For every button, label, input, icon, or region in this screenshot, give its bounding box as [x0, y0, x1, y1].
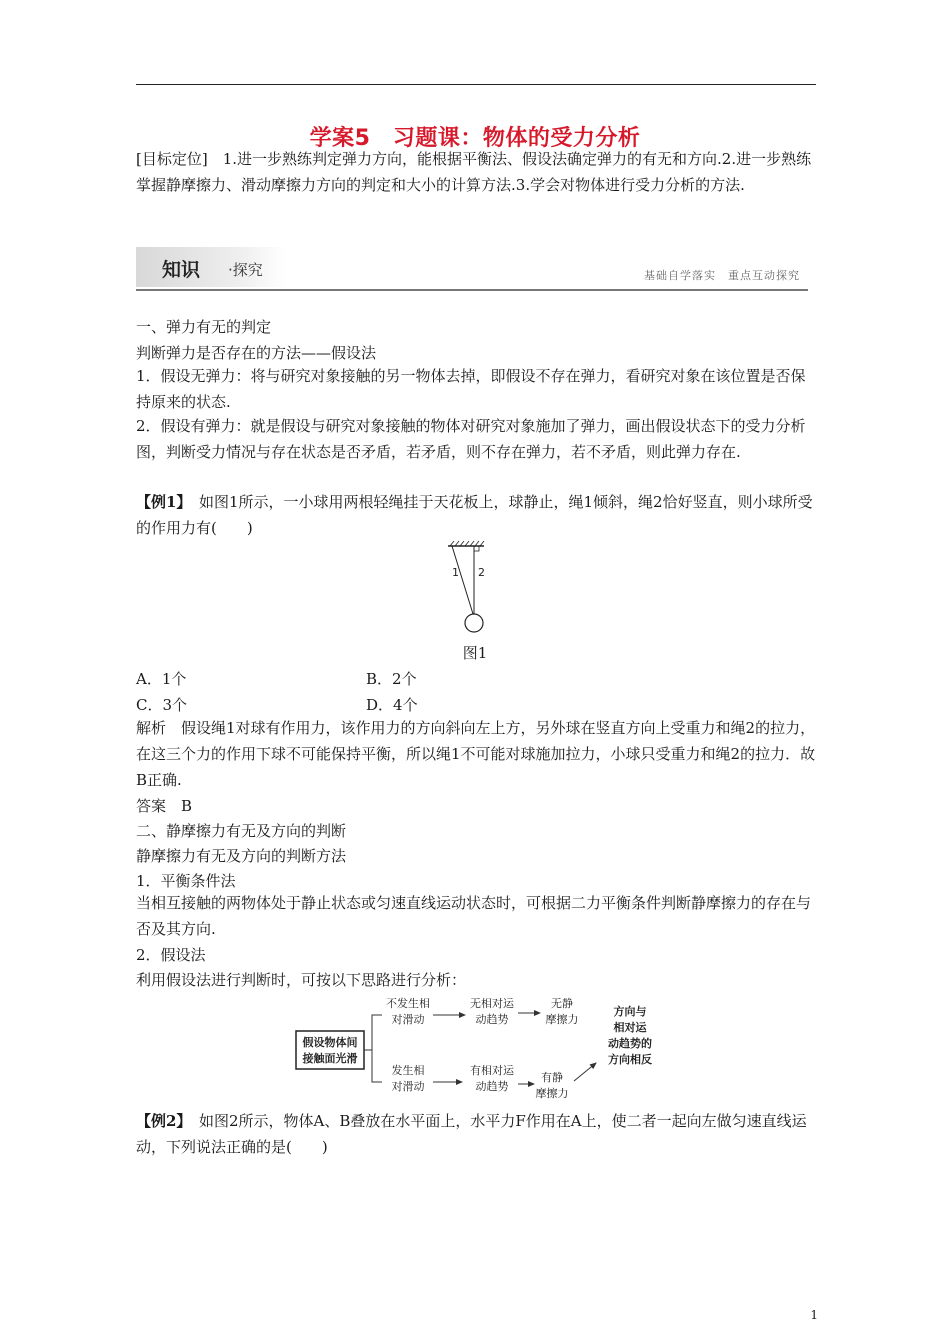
part2-heading: 二、静摩擦力有无及方向的判断 — [136, 822, 347, 840]
page-title: 学案5 习题课：物体的受力分析 — [309, 126, 641, 151]
part1-heading: 一、弹力有无的判定 — [136, 318, 272, 336]
example1-analysis: 解析 假设绳1对球有作用力，该作用力的方向斜向左上方，另外球在竖直方向上受重力和绳2的拉力，在这三个力的作用下球不可能保持平衡，所以绳1不可能对球施加拉力，小球只受重力和绳2的拉力．故B正确. — [136, 719, 816, 789]
section-header-right: 基础自学落实 重点互动探究 — [644, 269, 800, 282]
figure1-diagram — [438, 540, 514, 636]
part2-item1-title: 1．平衡条件法 — [136, 872, 236, 890]
flow-top-c-line1: 无静 — [551, 997, 573, 1010]
flow-top-a-line1: 不发生相 — [386, 997, 430, 1010]
flow-bot-c-line2: 摩擦力 — [535, 1087, 569, 1100]
flow-bot-a-line1: 发生相 — [391, 1064, 425, 1077]
section-header-main: 知识 — [162, 259, 201, 281]
objectives-paragraph: [目标定位] 1.进一步熟练判定弹力方向，能根据平衡法、假设法确定弹力的有无和方向.2.进一步熟练掌握静摩擦力、滑动摩擦力方向的判定和大小的计算方法.3.学会对物体进行受力分析的方法. — [136, 150, 812, 194]
example1-question: 如图1所示，一小球用两根轻绳挂于天花板上，球静止，绳1倾斜，绳2恰好竖直，则小球所受的作用力有( ) — [136, 493, 813, 537]
flow-start-line1: 假设物体间 — [302, 1036, 358, 1049]
friction-flowchart — [290, 993, 665, 1105]
flow-end-line4: 方向相反 — [608, 1053, 652, 1066]
part1-item2: 2．假设有弹力：就是假设与研究对象接触的物体对研究对象施加了弹力，画出假设状态下的受力分析图，判断受力情况与存在状态是否矛盾，若矛盾，则不存在弹力，若不矛盾，则此弹力存在. — [136, 417, 806, 461]
flow-bot-a-line2: 对滑动 — [391, 1080, 425, 1093]
option-a: A．1个 — [136, 670, 187, 688]
figure1-caption: 图1 — [462, 644, 488, 662]
example1-tag: 【例1】 — [136, 493, 184, 511]
part2-item2-title: 2．假设法 — [136, 946, 206, 964]
flow-top-b-line2: 动趋势 — [475, 1013, 509, 1026]
flow-top-a-line2: 对滑动 — [391, 1013, 425, 1026]
flow-top-b-line1: 无相对运 — [470, 997, 514, 1010]
example2-paragraph — [136, 1108, 816, 1160]
flow-bot-c-line1: 有静 — [541, 1071, 563, 1084]
ball — [465, 614, 483, 632]
flow-bot-b-line2: 动趋势 — [475, 1080, 509, 1093]
example1-answer: 答案 B — [136, 797, 193, 815]
part1-item1: 1．假设无弹力：将与研究对象接触的另一物体去掉，即假设不存在弹力，看研究对象在该位置是否保持原来的状态. — [136, 367, 806, 411]
rope-1 — [452, 546, 473, 614]
top-rule — [136, 84, 816, 85]
flow-branch-top — [364, 1015, 382, 1050]
option-d: D．4个 — [366, 696, 418, 714]
option-c: C．3个 — [136, 696, 188, 714]
flow-top-c-line2: 摩擦力 — [545, 1013, 579, 1026]
example1-paragraph — [136, 489, 816, 541]
rope-2-label: 2 — [478, 566, 485, 579]
section-header-sub: ·探究 — [228, 261, 263, 279]
option-b: B．2个 — [366, 670, 417, 688]
flow-end-line2: 相对运 — [613, 1021, 647, 1034]
example2-tag: 【例2】 — [136, 1112, 184, 1130]
example2-question: 如图2所示，物体A、B叠放在水平面上，水平力F作用在A上，使二者一起向左做匀速直线运动，下列说法正确的是( ) — [136, 1112, 807, 1156]
flow-end-line3: 动趋势的 — [608, 1037, 652, 1050]
part2-method: 静摩擦力有无及方向的判断方法 — [136, 847, 347, 865]
flow-arrow-bot-3 — [574, 1063, 596, 1081]
flow-branch-bottom — [364, 1050, 382, 1082]
page-number: 1 — [810, 1308, 818, 1322]
flow-start-line2: 接触面光滑 — [302, 1052, 358, 1065]
part2-item1-text: 当相互接触的两物体处于静止状态或匀速直线运动状态时，可根据二力平衡条件判断静摩擦力的存在与否及其方向. — [136, 894, 812, 938]
section-header — [136, 247, 808, 291]
part2-item2-text: 利用假设法进行判断时，可按以下思路进行分析： — [136, 971, 467, 989]
flow-bot-b-line1: 有相对运 — [470, 1064, 514, 1077]
flow-end-line1: 方向与 — [613, 1005, 647, 1018]
part1-method: 判断弹力是否存在的方法——假设法 — [136, 344, 377, 362]
section-header-shade — [136, 247, 286, 287]
rope-1-label: 1 — [452, 566, 459, 579]
